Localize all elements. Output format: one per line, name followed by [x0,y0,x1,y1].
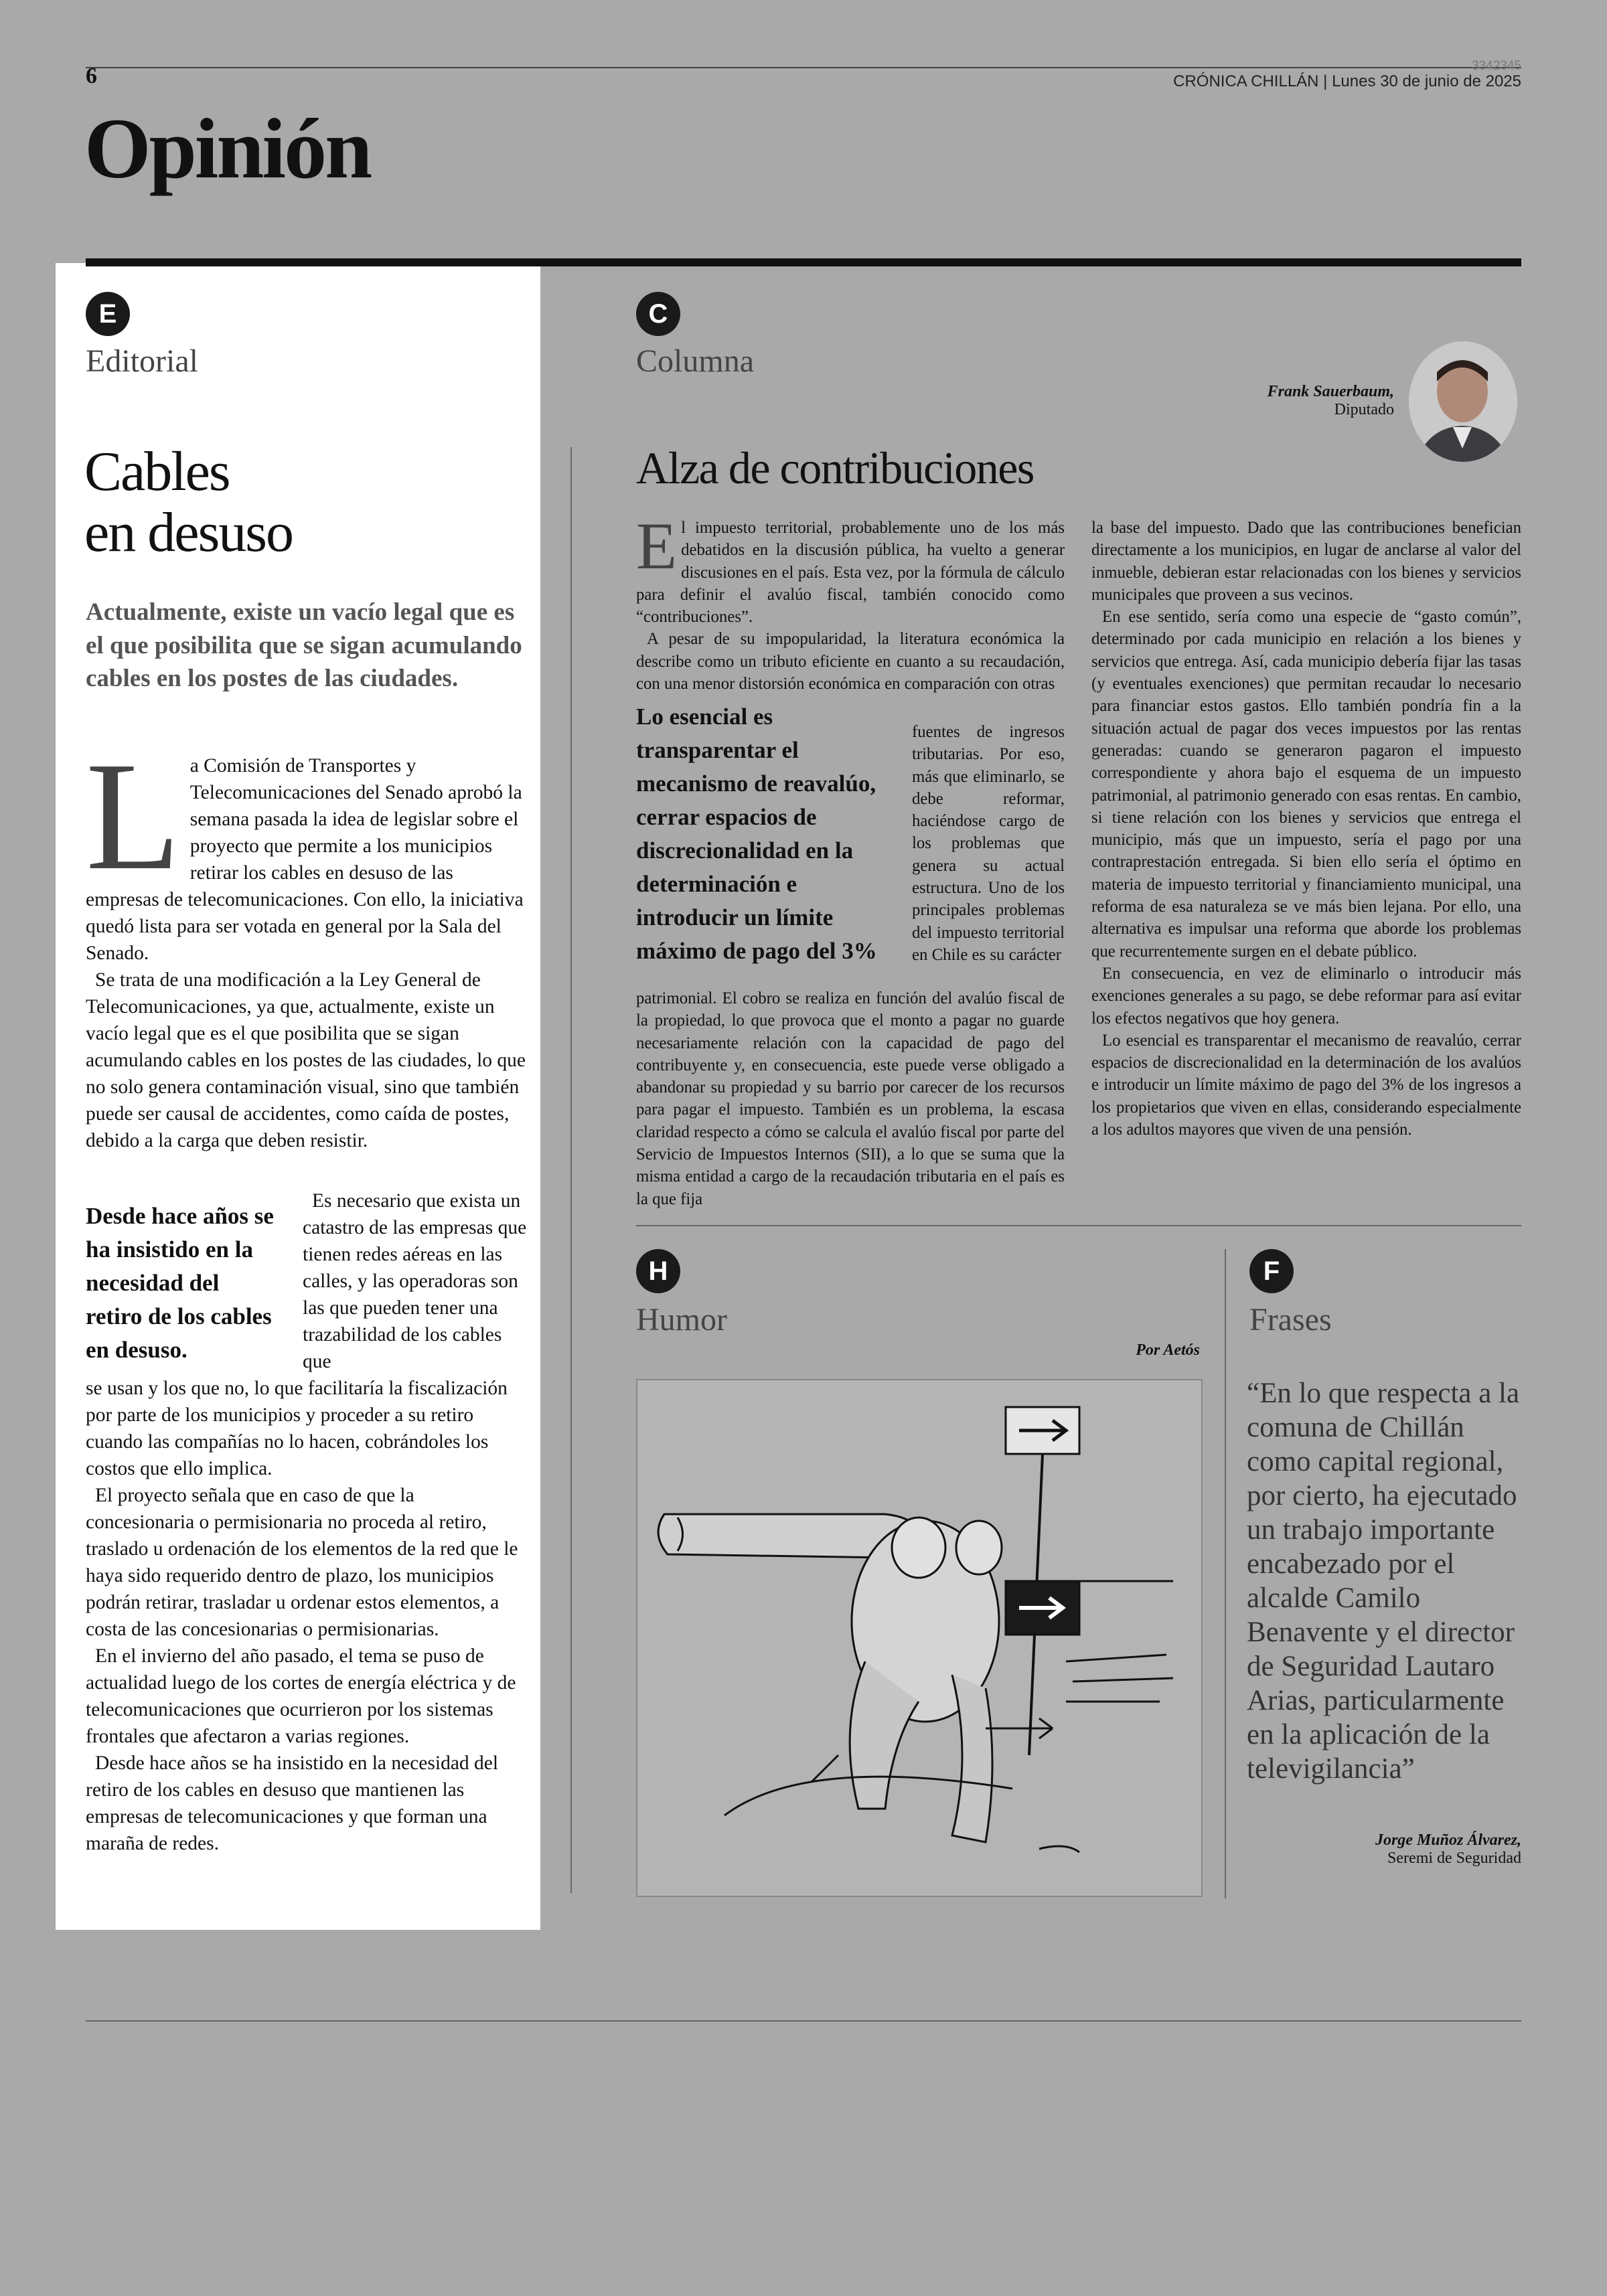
columna-paragraph-4: En ese sentido, sería como una especie de “gasto común”, determinado por cada municipio en relación a los bienes y servicios que entrega. Así, cada municipio debería fijar las tasas (y eventuales exenciones) que permitan recaudar lo necesario para financiar estos gastos. Ello también pondría fin a la situación actual de pagar dos veces impuestos por las rentas generadas: cuando se generaron pagaron el impuesto correspondiente y ahora bajo el esquema de un impuesto patrimonial, al patrimonio generado con esas rentas. En cambio, si tiene relación con los bienes y servicios que entrega el municipio, más que un impuesto, sería el pago por una contraprestación entregada. Si bien ello sería el óptimo en materia de impuesto territorial y financiamiento municipal, una reforma de esa naturaleza se ve más bien lejana. Por ello, una alternativa es impulsar una reforma que aborde los problemas que recurrentemente surgen en el debate público. [1091,608,1521,961]
columna-pullquote: Lo esencial es transparentar el mecanismo de reavalúo, cerrar espacios de discrecionalidad en la determinación e introducir un límite máximo de pago del 3% [636,704,877,964]
columna-col1-narrow [912,721,1065,966]
editorial-paragraph-1: a Comisión de Transportes y Telecomunicaciones del Senado aprobó la semana pasada la idea de legislar sobre el proyecto que permite a los municipios retirar los cables en desuso de las empresas de telecomunicaciones. Con ello, la iniciativa quedó lista para ser votada en general por la Sala del Senado. [86,755,524,964]
frases-kicker: Frases [1249,1302,1332,1337]
columna-author-role: Diputado [1334,401,1394,418]
humor-badge: H [636,1249,680,1293]
column-divider-left [570,447,572,1893]
editorial-badge: E [86,292,130,336]
columna-paragraph-5: En consecuencia, en vez de eliminarlo o introducir más exenciones generales a su pago, se debe reformar para así evitar los efectos negativos que hoy genera. [1091,964,1521,1028]
frases-role: Seremi de Seguridad [1387,1850,1521,1867]
editorial-paragraph-4: El proyecto señala que en caso de que la concesionaria o permisionaria no proceda al retiro, traslado u ordenación de los elementos de la red que le haya sido requerido dentro de plazo, los municipios podrán retirar, trasladar u ordenar estos elementos, a costa de las concesionarias o permisionarias. [86,1485,518,1640]
columna-headline: Alza de contribuciones [636,442,1034,493]
columna-dropcap: E [636,509,678,583]
editorial-lead: Actualmente, existe un vacío legal que es el que posibilita que se sigan acumulando cables en los postes de las ciudades. [86,598,522,693]
editorial-pullquote: Desde hace años se ha insistido en la necesidad del retiro de los cables en desuso. [86,1203,274,1363]
columna-paragraph-6: Lo esencial es transparentar el mecanismo de reavalúo, cerrar espacios de discrecionalidad en la determinación de los avalúos e introducir un límite máximo de pago del 3% de los ingresos a los propietarios que viven en ellas, considerando especialmente a los adultos mayores que viven de una pensión. [1091,1031,1521,1139]
columna-paragraph-1: l impuesto territorial, probablemente uno de los más debatidos en la discusión pública, ha vuelto a generar discusiones en el país. Esta vez, por la fórmula de cálculo para definir el avalúo fiscal, también conocido como “contribuciones”. [636,519,1065,627]
section-title: Opinión [84,101,371,196]
section-divider [86,258,1521,266]
editorial-headline-line2: en desuso [84,501,293,564]
column-divider-frases [1225,1249,1226,1898]
columna-col1-bottom [636,987,1065,1210]
editorial-body-bottom [86,1375,528,1857]
columna-col1-top [636,509,1065,695]
humor-kicker: Humor [636,1302,727,1337]
editorial-paragraph-6: Desde hace años se ha insistido en la necesidad del retiro de los cables en desuso que mantienen las empresas de telecomunicaciones y que forman una maraña de redes. [86,1752,499,1854]
editorial-headline-line1: Cables [84,440,230,503]
editorial-paragraph-3a [303,1187,528,1375]
editorial-body-top [86,730,528,1154]
humor-credit: Por Aetós [1136,1341,1200,1359]
editorial-paragraph-2: Se trata de una modificación a la Ley General de Telecomunicaciones, ya que, actualmente, existe un vacío legal que es el que posibilita que se sigan acumulando cables en los postes de las ciudades, lo que no solo genera contaminación visual, sino que también puede ser causal de accidentes, como caída de postes, debido a la carga que deben resistir. [86,969,526,1151]
editorial-headline [84,442,526,563]
editorial-kicker: Editorial [86,343,198,379]
footer-rule [86,2020,1521,2022]
columna-paragraph-2b: fuentes de ingresos tributarias. Por eso, más que eliminarlo, se debe reformar, haciéndose cargo de los problemas que genera su actual estructura. Uno de los principales problemas del impuesto territorial en Chile es su carácter [912,723,1065,964]
editorial-paragraph-5: En el invierno del año pasado, el tema se puso de actualidad luego de los cortes de energía eléctrica y de telecomunicaciones que ocurrieron por los sistemas frontales que afectaron a varias regiones. [86,1645,516,1747]
publication-info: CRÓNICA CHILLÁN | Lunes 30 de junio de 2025 [1173,72,1521,90]
frases-quote: “En lo que respecta a la comuna de Chillán como capital regional, por cierto, ha ejecutado un trabajo importante encabezado por el alcalde Camilo Benavente y el director de Seguridad Lautaro Arias, particularmente en la aplicación de la televigilancia” [1247,1378,1520,1785]
humor-cartoon [636,1379,1203,1897]
author-portrait-icon [1409,341,1517,462]
editorial-paragraph-3b: se usan y los que no, lo que facilitaría la fiscalización por parte de los municipios y proceder a su retiro cuando las compañías no lo hacen, cobrándoles los costos que ello implica. [86,1378,508,1479]
page-code: 3342345 [1472,59,1521,73]
columna-byline [1138,383,1394,419]
columna-bottom-rule [636,1225,1521,1226]
frases-author: Jorge Muñoz Álvarez, [1375,1831,1521,1849]
page-number: 6 [86,64,97,88]
editorial-paragraph-3a-text: Es necesario que exista un catastro de las empresas que tienen redes aéreas en las calles, y las operadoras son las que pueden tener una trazabilidad de los cables que [303,1190,527,1372]
columna-col2 [1091,517,1521,1141]
frases-attribution [1247,1831,1521,1868]
columna-author-name: Frank Sauerbaum, [1267,383,1394,400]
editorial-dropcap: L [86,730,181,902]
cartoon-illustration-icon [637,1380,1201,1896]
columna-paragraph-2c: patrimonial. El cobro se realiza en función del avalúo fiscal de la propiedad, lo que provoca que el monto a pagar no guarde necesariamente relación con la capacidad de pago del contribuyente y, en consecuencia, este puede verse obligado a abandonar su propiedad y su barrio por carecer de los recursos para pagar el impuesto. También es un problema, la escasa claridad respecto a cómo se calcula el avalúo fiscal por parte del Servicio de Impuestos Internos (SII), a lo que se suma que la misma entidad a cargo de la recaudación tributaria en el país es la que fija [636,989,1065,1208]
columna-kicker: Columna [636,343,754,379]
top-rule [86,67,1521,68]
frases-badge: F [1249,1249,1294,1293]
columna-paragraph-3: la base del impuesto. Dado que las contribuciones benefician directamente a los municipios, en lugar de anclarse al valor del inmueble, debieran estar relacionadas con los bienes y servicios municipales que proveen a sus vecinos. [1091,519,1521,604]
columna-paragraph-2: A pesar de su impopularidad, la literatura económica la describe como un tributo eficiente en cuanto a su recaudación, con una menor distorsión económica en comparación con otras [636,630,1065,693]
author-photo [1409,341,1517,462]
columna-badge: C [636,292,680,336]
